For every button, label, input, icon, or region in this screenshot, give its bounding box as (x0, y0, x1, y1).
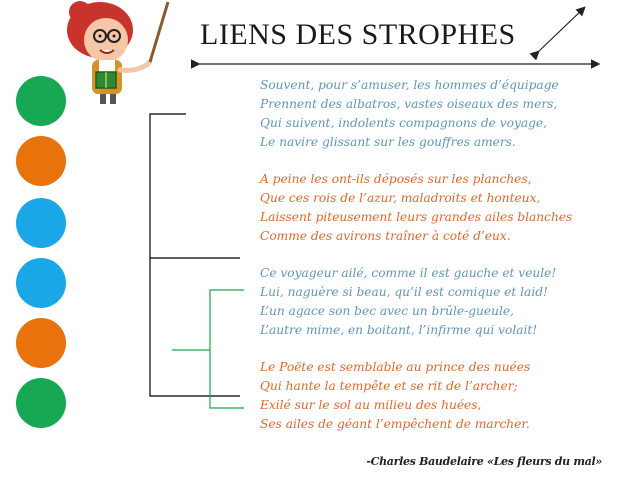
stanza-3 (260, 264, 630, 340)
verse-line: Prennent des albatros, vastes oiseaux des mers, (260, 97, 558, 111)
stanza-4 (260, 358, 630, 434)
page-title: LIENS DES STROPHES (200, 18, 516, 51)
outer-bracket (150, 114, 240, 396)
verse-line: L’un agace son bec avec un brûle-gueule, (260, 304, 514, 318)
attribution: -Charles Baudelaire «Les fleurs du mal» (366, 455, 602, 468)
verse-line: Qui suivent, indolents compagnons de voyage, (260, 116, 547, 130)
inner-bracket (172, 290, 244, 408)
stanza-marker-circle (16, 198, 66, 248)
verse-line: A peine les ont-ils déposés sur les planches, (260, 172, 532, 186)
verse-line: Ses ailes de géant l’empêchent de marcher. (260, 417, 530, 431)
verse-line: L’autre mime, en boitant, l’infirme qui volait! (260, 323, 538, 337)
verse-line: Le Poëte est semblable au prince des nuées (260, 360, 531, 374)
verse-line: Ce voyageur ailé, comme il est gauche et veule! (260, 266, 557, 280)
verse-line: Comme des avirons traîner à coté d’eux. (260, 229, 511, 243)
verse-line: Qui hante la tempête et se rit de l’archer; (260, 379, 518, 393)
verse-line: Souvent, pour s’amuser, les hommes d’équipage (260, 78, 559, 92)
stanza-marker-circle (16, 318, 66, 368)
verse-line: Laissent piteusement leurs grandes ailes blanches (260, 210, 573, 224)
verse-line: Lui, naguère si beau, qu’il est comique et laid! (260, 285, 548, 299)
stanza-marker-circle (16, 378, 66, 428)
verse-line: Le navire glissant sur les gouffres amers. (260, 135, 516, 149)
verse-line: Que ces rois de l’azur, maladroits et honteux, (260, 191, 541, 205)
verse-line: Exilé sur le sol au milieu des huées, (260, 398, 482, 412)
stanza-1 (260, 76, 630, 152)
diagonal-arrow (538, 8, 584, 52)
stanza-marker-circle (16, 258, 66, 308)
stanza-marker-circle (16, 76, 66, 126)
stanza-marker-circle (16, 136, 66, 186)
stanza-2 (260, 170, 630, 246)
poem (260, 76, 630, 452)
